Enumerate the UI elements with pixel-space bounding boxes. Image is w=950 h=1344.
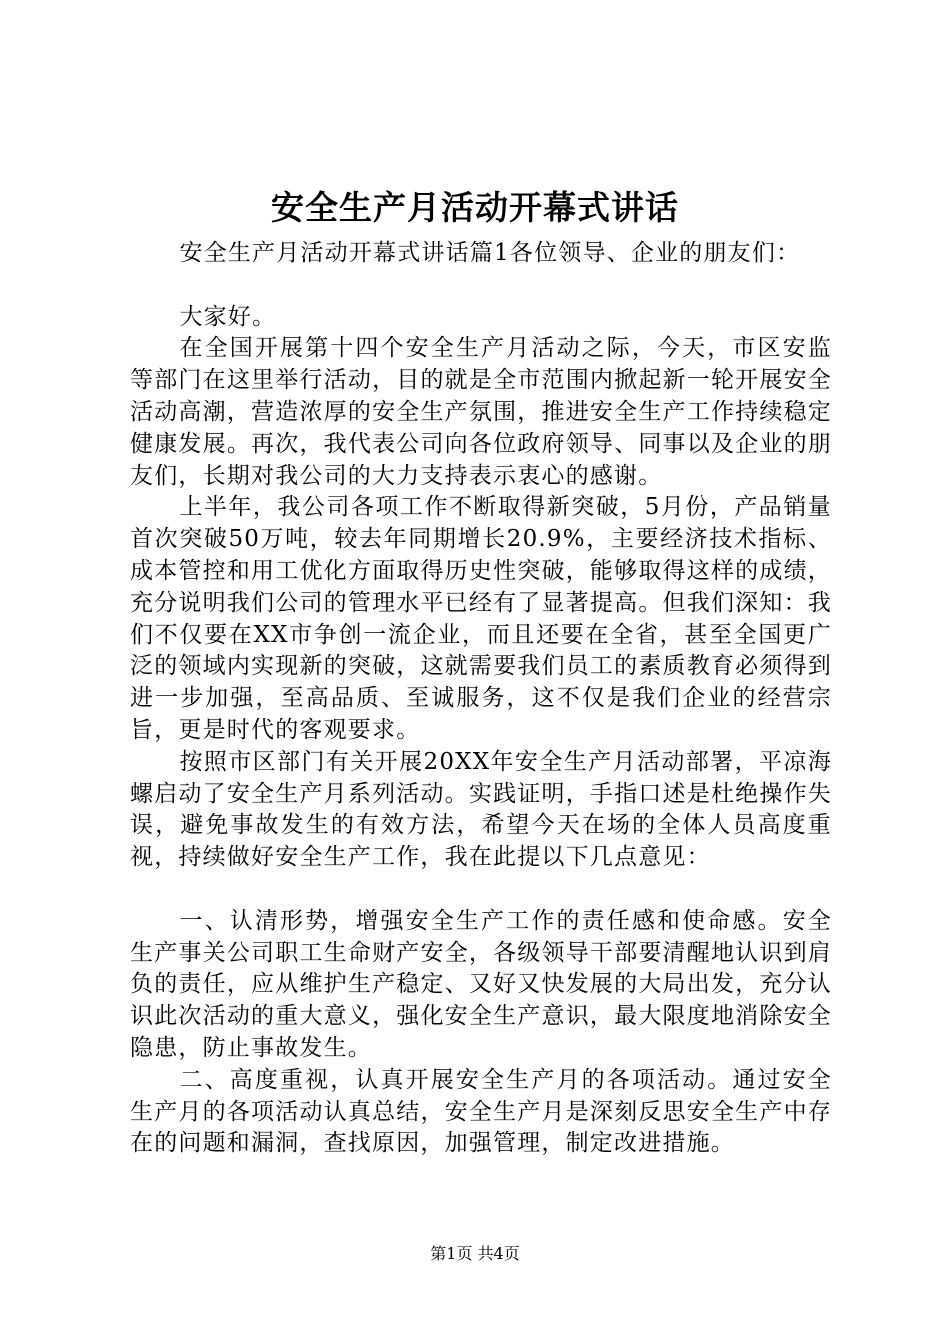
paragraph-spacer xyxy=(130,874,832,906)
document-title: 安全生产月活动开幕式讲话 xyxy=(271,188,679,227)
paragraph-achievements: 上半年，我公司各项工作不断取得新突破，5月份，产品销量首次突破50万吨，较去年同期增长20.9%，主要经济技术指标、成本管控和用工优化方面取得历史性突破，能够取得这样的成绩，充分说明我们公司的管理水平已经有了显著提高。但我们深知：我们不仅要在XX市争创一流企业，而且还要在全省，甚至全国更广泛的领域内实现新的突破，这就需要我们员工的素质教育必须得到进一步加强，至高品质、至诚服务，这不仅是我们企业的经营宗旨，更是时代的客观要求。 xyxy=(130,494,832,743)
paragraph-intro: 安全生产月活动开幕式讲话篇1各位领导、企业的朋友们： xyxy=(179,240,801,266)
paragraph-greeting: 大家好。 xyxy=(179,303,277,330)
paragraph-point-two: 二、高度重视，认真开展安全生产月的各项活动。通过安全生产月的各项活动认真总结，安全生产月是深刻反思安全生产中存在的问题和漏洞，查找原因，加强管理，制定改进措施。 xyxy=(130,1066,832,1157)
paragraph-point-one: 一、认清形势，增强安全生产工作的责任感和使命感。安全生产事关公司职工生命财产安全，各级领导干部要清醒地认识到肩负的责任，应从维护生产稳定、又好又快发展的大局出发，充分认识此次活动的重大意义，强化安全生产意识，最大限度地消除安全隐患，防止事故发生。 xyxy=(130,907,832,1061)
page-number-footer: 第1页 共4页 xyxy=(430,1244,520,1263)
paragraph-activities: 按照市区部门有关开展20XX年安全生产月活动部署，平凉海螺启动了安全生产月系列活动。实践证明，手指口述是杜绝操作失误，避免事故发生的有效方法，希望今天在场的全体人员高度重视，持续做好安全生产工作，我在此提以下几点意见： xyxy=(130,748,832,871)
document-body xyxy=(130,238,832,1160)
paragraph-spacer xyxy=(130,270,832,302)
paragraph-opening: 在全国开展第十四个安全生产月活动之际，今天，市区安监等部门在这里举行活动，目的就是全市范围内掀起新一轮开展安全活动高潮，营造浓厚的安全生产氛围，推进安全生产工作持续稳定健康发展。再次，我代表公司向各位政府领导、同事以及企业的朋友们，长期对我公司的大力支持表示衷心的感谢。 xyxy=(130,335,832,489)
